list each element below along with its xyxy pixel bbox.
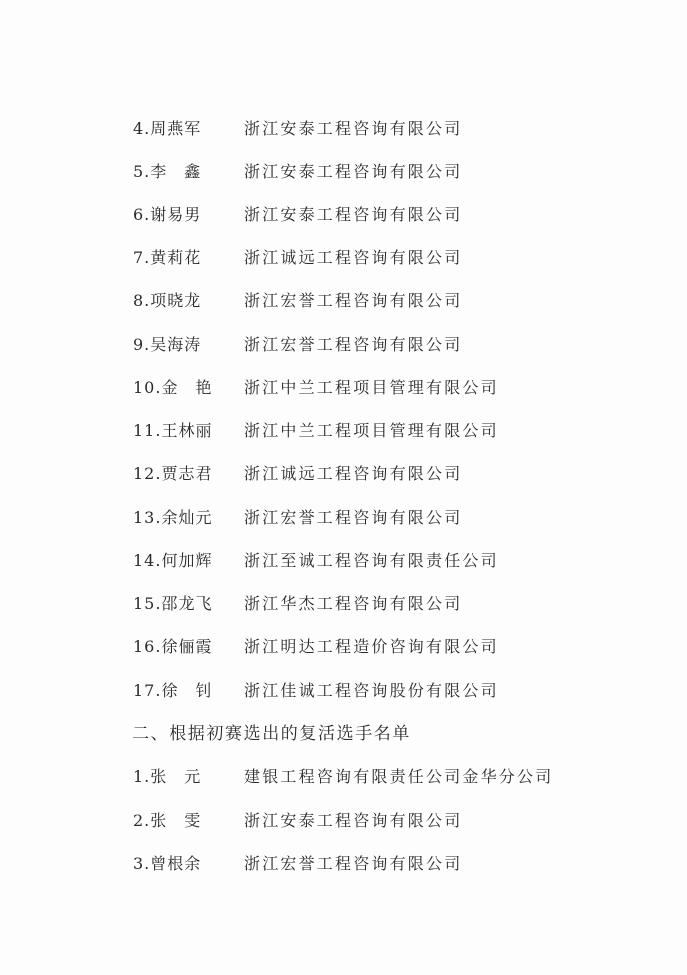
- contestant-name: 10.金 艳: [133, 378, 213, 397]
- list-item: [0, 459, 687, 489]
- list-item: [0, 330, 687, 360]
- contestant-name: 8.项晓龙: [133, 291, 202, 310]
- contestant-name: 1.张 元: [133, 767, 202, 786]
- list-item: [0, 806, 687, 836]
- list-item: [0, 762, 687, 792]
- contestant-name: 7.黄莉花: [133, 248, 202, 267]
- list-item: [0, 503, 687, 533]
- contestant-company: 浙江安泰工程咨询有限公司: [244, 205, 463, 224]
- list-item: [0, 157, 687, 187]
- contestant-company: 浙江安泰工程咨询有限公司: [244, 811, 463, 830]
- contestant-company: 浙江中兰工程项目管理有限公司: [244, 421, 499, 440]
- list-item: [0, 589, 687, 619]
- contestant-company: 浙江诚远工程咨询有限公司: [244, 248, 463, 267]
- contestant-company: 浙江安泰工程咨询有限公司: [244, 162, 463, 181]
- contestant-company: 浙江中兰工程项目管理有限公司: [244, 378, 499, 397]
- contestant-name: 2.张 雯: [133, 811, 202, 830]
- contestant-company: 浙江宏誉工程咨询有限公司: [244, 291, 463, 310]
- list-item: [0, 849, 687, 879]
- contestant-company: 浙江至诚工程咨询有限责任公司: [244, 551, 499, 570]
- contestant-name: 3.曾根余: [133, 854, 202, 873]
- contestant-company: 浙江华杰工程咨询有限公司: [244, 594, 463, 613]
- list-item: [0, 632, 687, 662]
- contestant-name: 17.徐 钊: [133, 681, 213, 700]
- list-item: [0, 200, 687, 230]
- list-item: [0, 286, 687, 316]
- list-item: [0, 676, 687, 706]
- contestant-name: 16.徐俪霞: [133, 637, 213, 656]
- contestant-name: 5.李 鑫: [133, 162, 202, 181]
- contestant-name: 4.周燕军: [133, 119, 202, 138]
- section-heading: 二、根据初赛选出的复活选手名单: [132, 724, 411, 744]
- contestant-name: 9.吴海涛: [133, 335, 202, 354]
- contestant-company: 浙江诚远工程咨询有限公司: [244, 464, 463, 483]
- contestant-name: 14.何加辉: [133, 551, 213, 570]
- contestant-company: 浙江宏誉工程咨询有限公司: [244, 508, 463, 527]
- contestant-company: 浙江明达工程造价咨询有限公司: [244, 637, 499, 656]
- contestant-name: 6.谢易男: [133, 205, 202, 224]
- list-item: [0, 114, 687, 144]
- contestant-name: 15.邵龙飞: [133, 594, 213, 613]
- list-item: [0, 243, 687, 273]
- contestant-company: 浙江宏誉工程咨询有限公司: [244, 854, 463, 873]
- contestant-company: 建银工程咨询有限责任公司金华分公司: [244, 767, 554, 786]
- contestant-name: 12.贾志君: [133, 464, 213, 483]
- contestant-name: 11.王林丽: [133, 421, 213, 440]
- list-item: [0, 416, 687, 446]
- contestant-company: 浙江宏誉工程咨询有限公司: [244, 335, 463, 354]
- contestant-name: 13.余灿元: [133, 508, 213, 527]
- contestant-company: 浙江安泰工程咨询有限公司: [244, 119, 463, 138]
- list-item: [0, 373, 687, 403]
- list-item: [0, 546, 687, 576]
- contestant-company: 浙江佳诚工程咨询股份有限公司: [244, 681, 499, 700]
